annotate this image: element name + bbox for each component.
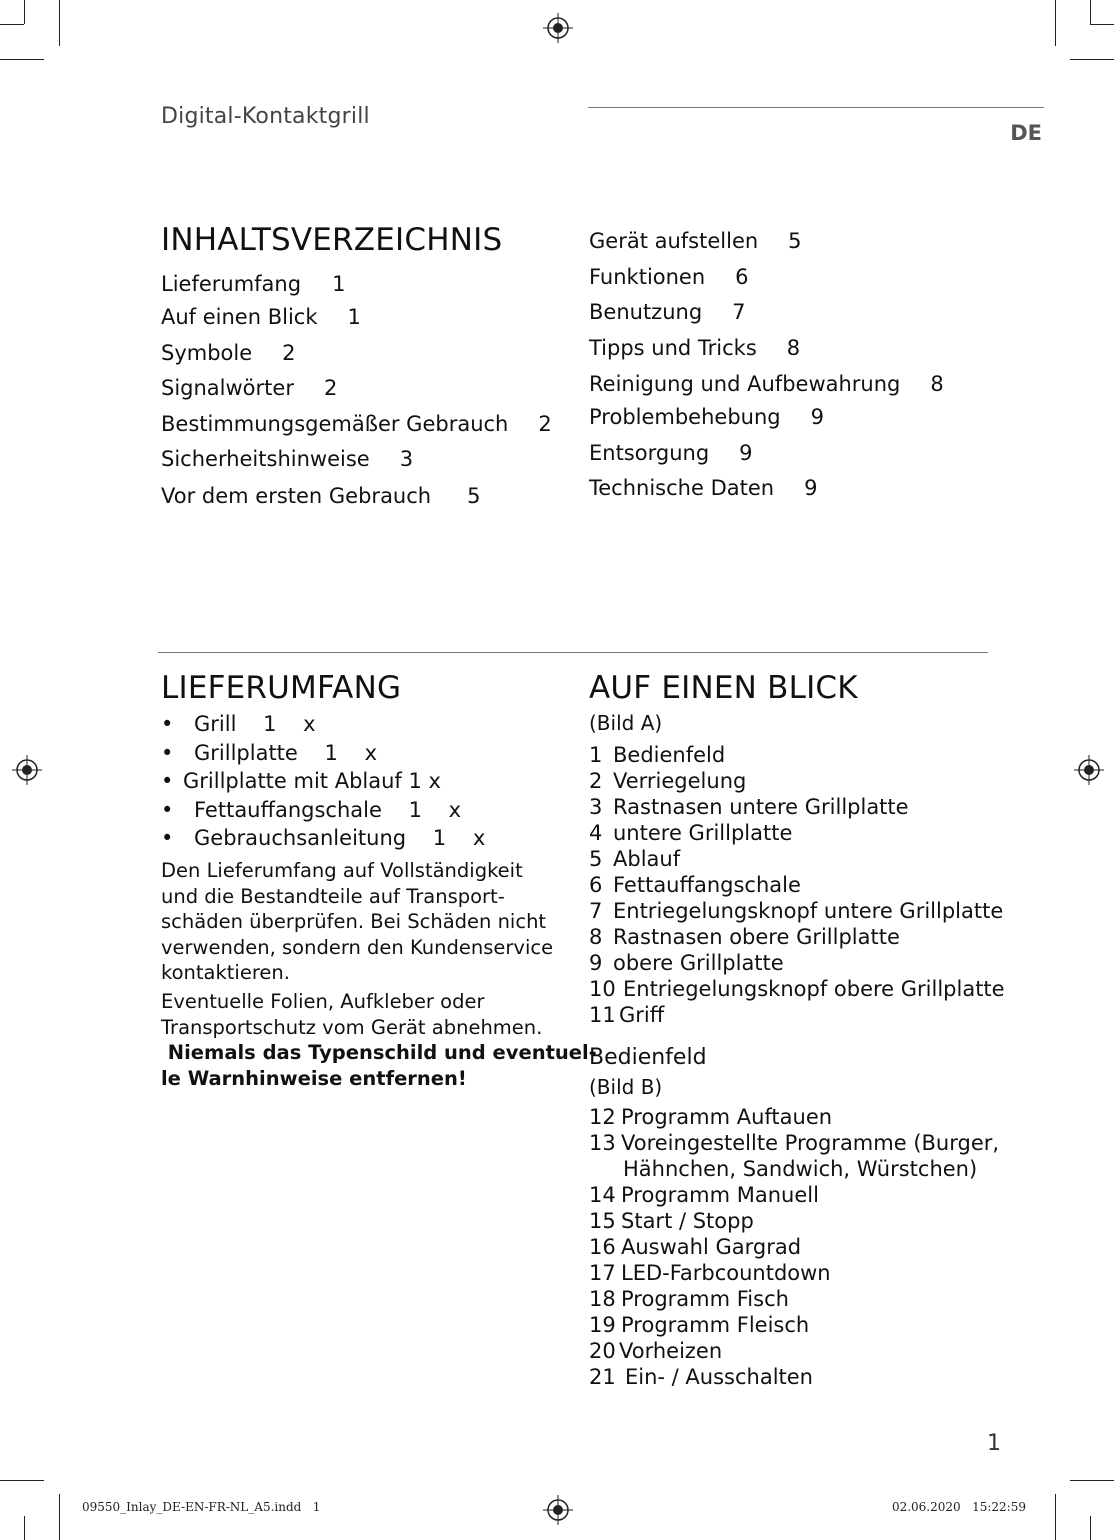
text-line: verwenden, sondern den Kundenservice [161, 935, 554, 959]
list-item [589, 1002, 1009, 1028]
list-item [589, 794, 1009, 820]
item-label: Hähnchen, Sandwich, Würstchen) [623, 1157, 978, 1181]
toc-page: 2 [323, 376, 338, 400]
toc-page: 9 [739, 441, 753, 465]
toc-label: Lieferumfang [161, 272, 302, 296]
toc-page: 8 [930, 372, 944, 396]
item-number: 16 [589, 1235, 616, 1259]
item-label: untere Grillplatte [613, 821, 793, 845]
scope-of-delivery-list [161, 712, 581, 855]
text-line: Eventuelle Folien, Aufkleber oder [161, 990, 485, 1013]
toc-page: 9 [810, 405, 824, 429]
item-label: Rastnasen untere Grillplatte [613, 795, 909, 819]
crop-mark [1055, 0, 1056, 46]
toc-page: 7 [732, 300, 746, 324]
item-label: Start / Stopp [621, 1209, 754, 1233]
item-number: 10 [589, 977, 616, 1001]
lieferumfang-heading: LIEFERUMFANG [161, 670, 402, 706]
toc-entry[interactable] [161, 272, 345, 296]
toc-entry[interactable] [161, 341, 296, 365]
item-number: 13 [589, 1131, 616, 1155]
crop-mark [1090, 0, 1091, 24]
list-item-text: Fettauffangschale 1 x [194, 797, 462, 822]
list-item-text: Grill 1 x [194, 712, 316, 736]
crop-mark [0, 24, 24, 25]
packaging-paragraph [161, 989, 581, 1040]
toc-page: 6 [735, 265, 749, 289]
item-label: Programm Auftauen [621, 1105, 833, 1129]
print-file-name: 09550_Inlay_DE-EN-FR-NL_A5.indd 1 [82, 1500, 321, 1514]
list-item [589, 976, 1009, 1002]
list-item [589, 1208, 1009, 1234]
text-line: Den Lieferumfang auf Vollständigkeit [161, 859, 523, 882]
item-number: 14 [589, 1183, 616, 1207]
figure-reference: (Bild A) [589, 711, 663, 735]
item-number: 5 [589, 847, 603, 871]
toc-label: Gerät aufstellen [589, 229, 759, 253]
crop-mark [1070, 1480, 1114, 1481]
toc-page: 8 [786, 336, 801, 360]
toc-entry[interactable] [589, 372, 944, 396]
list-item [589, 820, 1009, 846]
bullet-icon: • [161, 712, 174, 736]
text-line: Niemals das Typenschild und eventuel- [161, 1041, 597, 1064]
toc-label: Vor dem ersten Gebrauch [161, 484, 432, 508]
bullet-icon: • [161, 797, 174, 822]
toc-entry[interactable] [161, 484, 480, 508]
item-label: Programm Fisch [621, 1287, 789, 1311]
toc-label: Bestimmungsgemäßer Gebrauch [161, 412, 509, 436]
item-number: 6 [589, 873, 603, 897]
toc-page: 1 [347, 305, 361, 329]
registration-mark-icon [1074, 755, 1104, 785]
item-label: LED-Farbcountdown [621, 1261, 831, 1285]
crop-mark [0, 1480, 44, 1481]
item-label: Vorheizen [619, 1339, 723, 1363]
item-number: 15 [589, 1209, 616, 1233]
item-label: Programm Fleisch [621, 1313, 810, 1337]
item-number: 3 [589, 795, 603, 819]
list-item [161, 798, 581, 827]
warning-paragraph [161, 1040, 597, 1091]
print-timestamp: 02.06.2020 15:22:59 [891, 1500, 1026, 1514]
language-badge: DE [1010, 121, 1042, 145]
list-item [161, 741, 581, 770]
crop-mark [0, 59, 44, 60]
control-panel-heading: Bedienfeld [589, 1045, 707, 1070]
crop-mark [24, 0, 25, 24]
item-number: 18 [589, 1287, 616, 1311]
toc-entry[interactable] [589, 265, 749, 289]
header-divider [588, 107, 1044, 108]
list-item [589, 742, 1009, 768]
text-line: und die Bestandteile auf Transport- [161, 884, 505, 908]
list-item [589, 768, 1009, 794]
crop-mark [1055, 1494, 1056, 1540]
registration-mark-icon [543, 13, 573, 43]
toc-label: Signalwörter [161, 376, 294, 400]
list-item [589, 898, 1009, 924]
toc-label: Auf einen Blick [161, 305, 318, 329]
item-number: 12 [589, 1105, 616, 1129]
list-item [589, 1104, 1009, 1130]
toc-label: Reinigung und Aufbewahrung [589, 372, 901, 396]
item-number: 19 [589, 1313, 616, 1337]
list-item [589, 1234, 1009, 1260]
toc-label: Benutzung [589, 300, 703, 324]
toc-page: 5 [467, 484, 481, 508]
item-label: Ablauf [613, 847, 681, 871]
item-label: Auswahl Gargrad [621, 1235, 802, 1259]
bullet-icon: • [161, 826, 174, 850]
toc-page: 5 [788, 229, 802, 253]
bullet-icon: • [161, 769, 174, 793]
toc-entry[interactable] [161, 412, 552, 436]
item-number: 8 [589, 925, 603, 949]
list-item [589, 1286, 1009, 1312]
item-number: 20 [589, 1339, 616, 1363]
list-item [589, 846, 1009, 872]
toc-label: Entsorgung [589, 441, 710, 465]
item-label: Ein- / Ausschalten [625, 1365, 813, 1389]
document-title: Digital-Kontaktgrill [161, 104, 370, 129]
toc-page: 9 [804, 476, 818, 500]
text-line: Transportschutz vom Gerät abnehmen. [161, 1015, 543, 1039]
item-number: 11 [589, 1003, 616, 1027]
toc-page: 2 [538, 412, 552, 436]
toc-heading: INHALTSVERZEICHNIS [161, 222, 503, 258]
text-line: kontaktieren. [161, 961, 290, 984]
item-label: Fettauffangschale [613, 873, 801, 897]
registration-mark-icon [543, 1495, 573, 1525]
item-label: Entriegelungsknopf untere Grillplatte [613, 899, 1004, 923]
item-number: 9 [589, 951, 603, 975]
toc-entry[interactable] [589, 300, 746, 324]
blick-heading: AUF EINEN BLICK [589, 670, 858, 706]
item-number: 4 [589, 821, 603, 845]
item-label: Rastnasen obere Grillplatte [613, 925, 900, 949]
item-label: Programm Manuell [621, 1183, 819, 1207]
toc-entry[interactable] [589, 405, 824, 429]
list-item [589, 1364, 1009, 1390]
list-item [589, 1338, 1009, 1364]
crop-mark [1090, 24, 1114, 25]
registration-mark-icon [12, 755, 42, 785]
toc-entry[interactable] [589, 336, 800, 360]
toc-label: Funktionen [589, 265, 706, 289]
item-number: 1 [589, 743, 603, 767]
toc-entry[interactable] [161, 305, 361, 329]
list-item-text: Gebrauchsanleitung 1 x [194, 826, 486, 850]
list-item [589, 1156, 1009, 1182]
parts-list [589, 742, 1009, 1028]
item-label: Voreingestellte Programme (Burger, [621, 1131, 1000, 1155]
toc-entry[interactable] [161, 447, 413, 471]
toc-entry[interactable] [589, 476, 817, 500]
crop-mark [1090, 1516, 1091, 1540]
toc-entry[interactable] [589, 229, 802, 253]
item-number: 21 [589, 1365, 616, 1389]
toc-page: 2 [282, 341, 296, 365]
item-label: Verriegelung [613, 769, 747, 793]
list-item [589, 1260, 1009, 1286]
bullet-icon: • [161, 740, 174, 765]
toc-entry[interactable] [161, 376, 337, 400]
item-label: Bedienfeld [613, 743, 726, 767]
crop-mark [24, 1516, 25, 1540]
item-label: obere Grillplatte [613, 951, 784, 975]
item-number: 7 [589, 899, 603, 923]
text-line: schäden überprüfen. Bei Schäden nicht [161, 910, 547, 933]
item-label: Griff [619, 1003, 665, 1027]
crop-mark [59, 1494, 60, 1540]
list-item [589, 1130, 1009, 1156]
section-divider [158, 652, 988, 653]
toc-label: Symbole [161, 341, 253, 365]
list-item [589, 872, 1009, 898]
inspection-paragraph [161, 858, 581, 986]
item-number: 2 [589, 769, 603, 793]
list-item-text: Grillplatte mit Ablauf 1 x [183, 769, 441, 793]
list-item [589, 1182, 1009, 1208]
crop-mark [1070, 59, 1114, 60]
toc-label: Problembehebung [589, 405, 781, 429]
figure-reference: (Bild B) [589, 1075, 663, 1099]
item-label: Entriegelungsknopf obere Grillplatte [623, 977, 1005, 1001]
toc-page: 3 [399, 447, 414, 471]
crop-mark [59, 0, 60, 46]
toc-label: Sicherheitshinweise [161, 447, 370, 471]
list-item [161, 826, 581, 855]
list-item [161, 769, 581, 798]
page-number: 1 [987, 1431, 1001, 1456]
text-line: le Warnhinweise entfernen! [161, 1066, 467, 1090]
list-item [589, 950, 1009, 976]
item-number: 17 [589, 1261, 616, 1285]
toc-label: Tipps und Tricks [589, 336, 757, 360]
list-item [589, 924, 1009, 950]
toc-entry[interactable] [589, 441, 753, 465]
toc-page: 1 [332, 272, 346, 296]
list-item [161, 712, 581, 741]
list-item [589, 1312, 1009, 1338]
control-panel-list [589, 1104, 1009, 1390]
toc-label: Technische Daten [589, 476, 775, 500]
list-item-text: Grillplatte 1 x [194, 740, 378, 765]
